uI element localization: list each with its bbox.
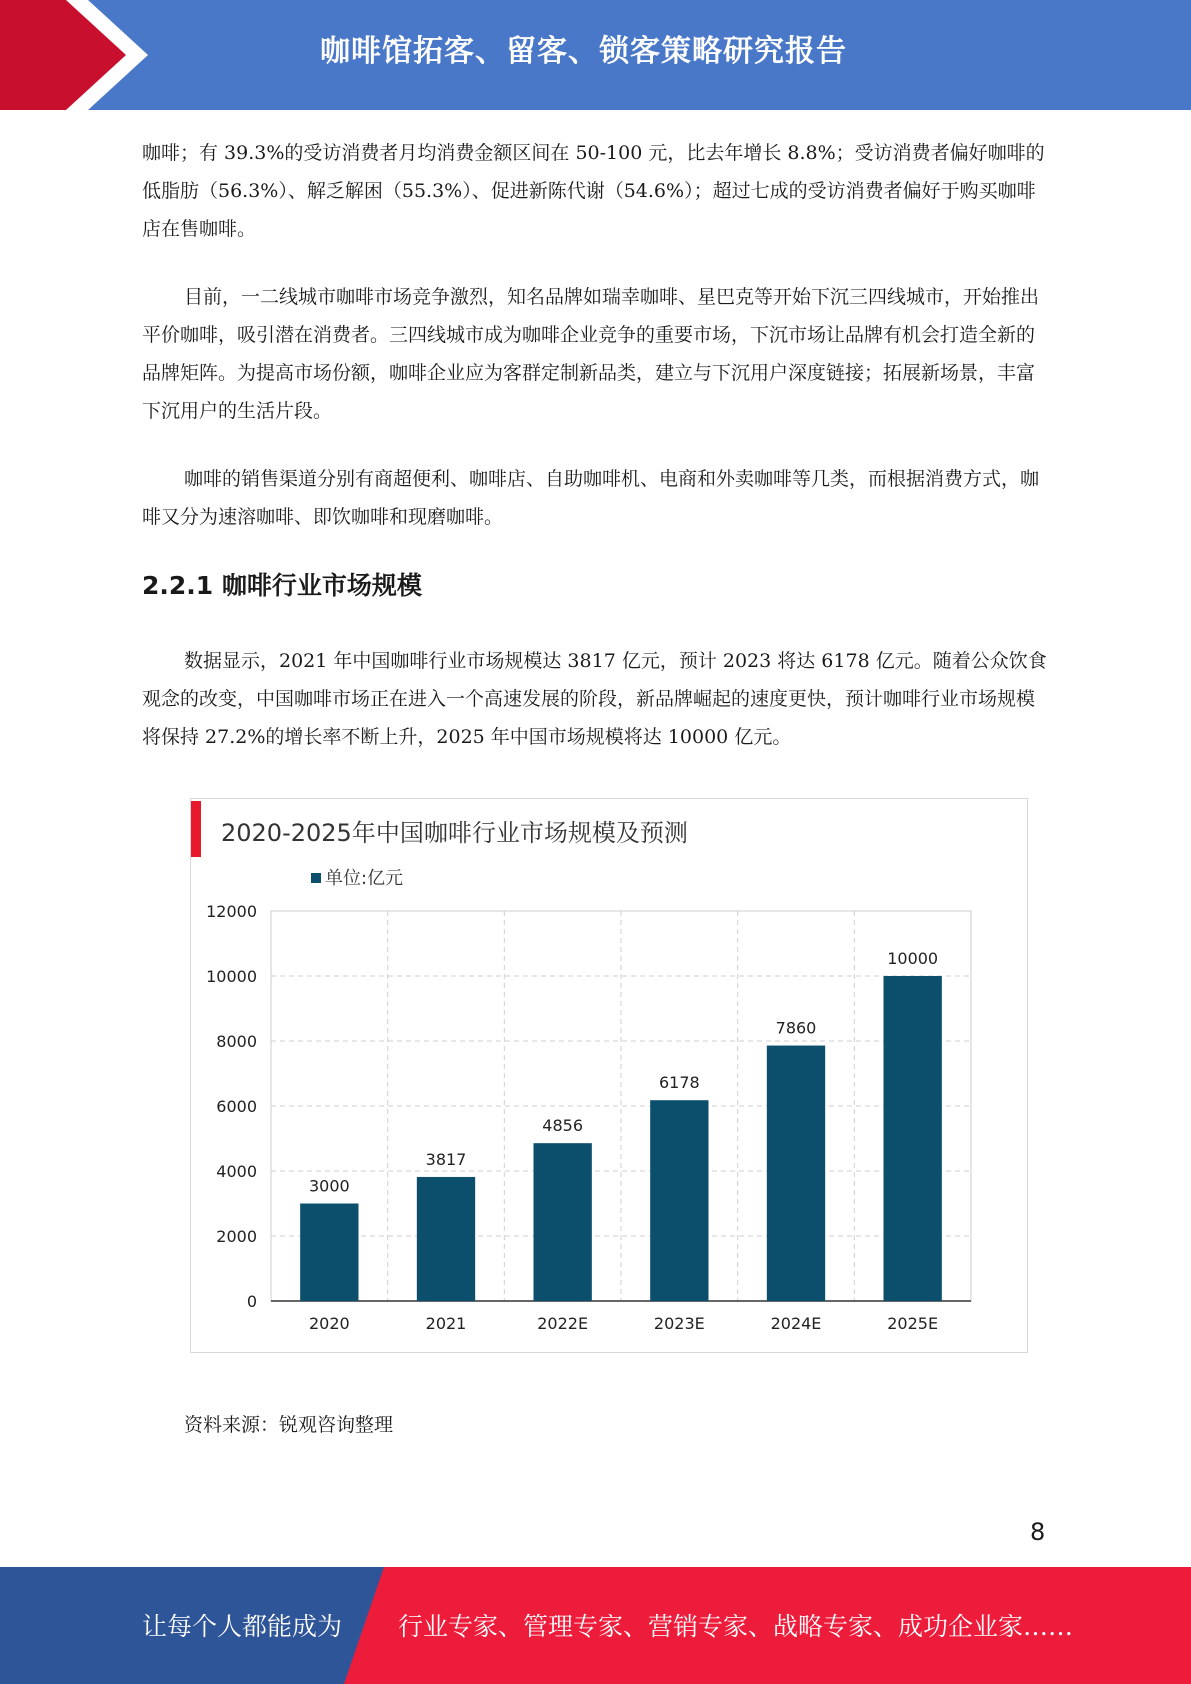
data-label: 3000 (308, 1176, 350, 1196)
bar-2021 (417, 1177, 475, 1301)
paragraph-consumer-preference: 咖啡；有 39.3%的受访消费者月均消费金额区间在 50-100 元，比去年增长 8.8%；受访消费者偏好咖啡的低脂肪（56.3%）、解乏解困（55.3%）、促进新陈代谢（54.6%）；超过七成的受访消费者偏好于购买咖啡店在售咖啡。 (142, 142, 1045, 240)
x-tick-label: 2022E (537, 1314, 589, 1333)
data-label: 7860 (775, 1018, 817, 1038)
section-heading: 2.2.1 咖啡行业市场规模 (142, 571, 422, 600)
header-chevron-decoration (0, 0, 160, 110)
bar-2025E (884, 976, 942, 1301)
x-tick-label: 2025E (887, 1314, 939, 1333)
footer-slogan-right: 行业专家、管理专家、营销专家、战略专家、成功企业家…… (398, 1612, 1074, 1641)
x-tick-label: 2020 (308, 1314, 350, 1333)
chart-canvas (191, 799, 1027, 1352)
market-size-chart (190, 798, 1028, 1353)
y-tick-label: 2000 (216, 1227, 257, 1246)
bar-2024E (767, 1046, 825, 1301)
paragraph-market-size: 数据显示，2021 年中国咖啡行业市场规模达 3817 亿元，预计 2023 将达 6178 亿元。随着公众饮食观念的改变，中国咖啡市场正在进入一个高速发展的阶段，新品牌崛起的速度更快，预计咖啡行业市场规模将保持 27.2%的增长率不断上升，2025 年中国市场规模将达 10000 亿元。 (142, 650, 1047, 748)
x-tick-label: 2021 (425, 1314, 467, 1333)
page-footer (0, 1567, 1191, 1684)
legend-swatch (311, 873, 321, 883)
data-label: 6178 (658, 1073, 700, 1093)
paragraph-sales-channels: 咖啡的销售渠道分别有商超便利、咖啡店、自助咖啡机、电商和外卖咖啡等几类，而根据消费方式，咖啡又分为速溶咖啡、即饮咖啡和现磨咖啡。 (142, 468, 1040, 528)
y-tick-label: 12000 (206, 902, 257, 921)
data-label: 4856 (542, 1116, 584, 1136)
bar-2022E (534, 1143, 592, 1301)
page-number: 8 (1030, 1518, 1046, 1546)
y-tick-label: 6000 (216, 1097, 257, 1116)
y-tick-label: 4000 (216, 1162, 257, 1181)
data-label: 3817 (425, 1149, 467, 1169)
bar-2023E (650, 1100, 708, 1301)
bar-2020 (300, 1204, 358, 1302)
y-tick-label: 8000 (216, 1032, 257, 1051)
page-header (0, 0, 1191, 110)
paragraph-market-competition: 目前，一二线城市咖啡市场竞争激烈，知名品牌如瑞幸咖啡、星巴克等开始下沉三四线城市，开始推出平价咖啡，吸引潜在消费者。三四线城市成为咖啡企业竞争的重要市场，下沉市场让品牌有机会打造全新的品牌矩阵。为提高市场份额，咖啡企业应为客群定制新品类，建立与下沉用户深度链接；拓展新场景，丰富下沉用户的生活片段。 (142, 286, 1040, 422)
data-label: 10000 (887, 949, 939, 968)
footer-slogan-left: 让每个人都能成为 (142, 1612, 343, 1641)
chart-title-accent-bar (191, 801, 201, 857)
report-title: 咖啡馆拓客、留客、锁客策略研究报告 (320, 34, 847, 69)
chart-title: 2020-2025年中国咖啡行业市场规模及预测 (221, 819, 688, 847)
source-note: 资料来源：锐观咨询整理 (184, 1414, 394, 1436)
x-tick-label: 2023E (653, 1314, 705, 1333)
legend-label: 单位:亿元 (325, 868, 404, 889)
x-tick-label: 2024E (770, 1314, 822, 1333)
y-tick-label: 0 (246, 1292, 257, 1311)
y-tick-label: 10000 (206, 967, 257, 986)
